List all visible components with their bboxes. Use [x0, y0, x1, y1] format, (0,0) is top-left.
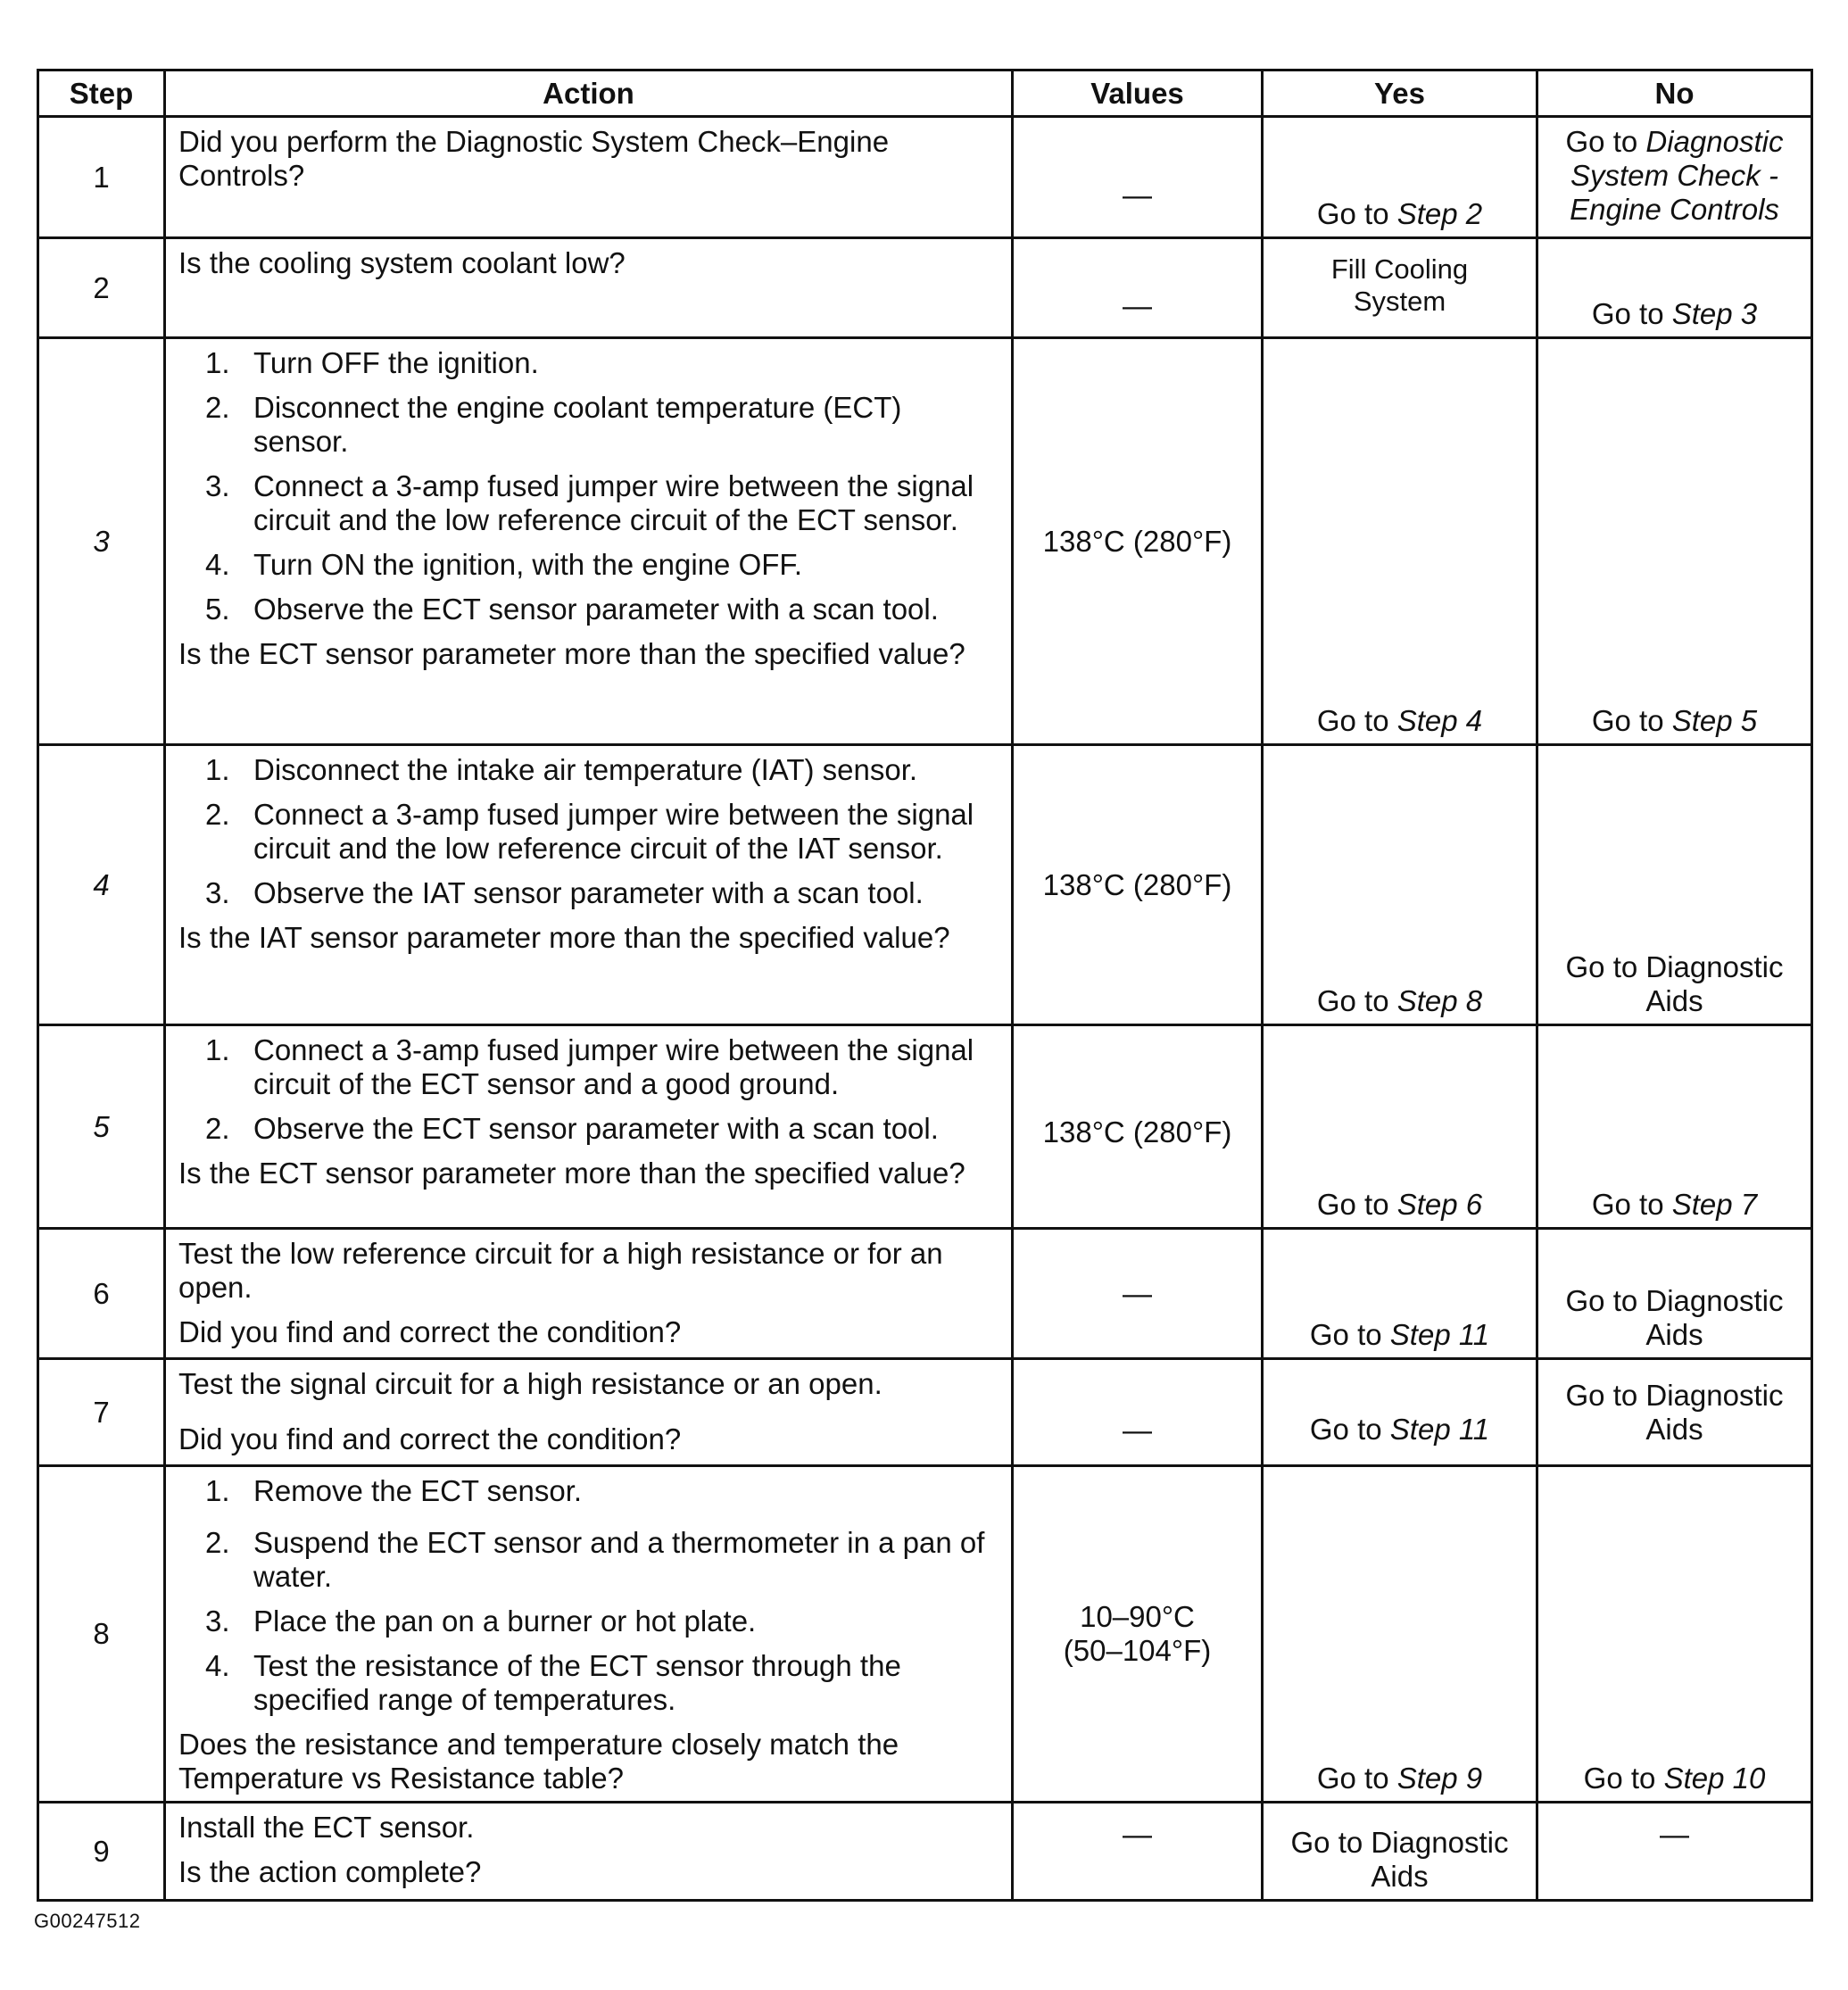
no-cell: Go to Step 10 [1537, 1466, 1812, 1803]
action-question: Is the ECT sensor parameter more than the specified value? [178, 1157, 965, 1190]
yes-step-link: Step 6 [1396, 1188, 1483, 1221]
step-number: 1 [38, 117, 165, 238]
yes-cell: Go to Step 2 [1263, 117, 1537, 238]
step-number: 2 [38, 238, 165, 338]
no-step-link: Step 5 [1671, 704, 1758, 737]
action-cell [165, 338, 1013, 745]
table-row [38, 1466, 1812, 1803]
value-cell: 138°C (280°F) [1013, 338, 1263, 745]
list-item: 3. Connect a 3-amp fused jumper wire between the signal circuit and the low reference circuit of the ECT sensor. [205, 469, 974, 536]
list-item: 3. Place the pan on a burner or hot plate. [205, 1604, 757, 1638]
step-number: 5 [38, 1025, 165, 1229]
list-item: 1. Disconnect the intake air temperature (IAT) sensor. [205, 753, 918, 786]
table-row [38, 117, 1812, 238]
action-cell [165, 1466, 1013, 1803]
action-text: Did you perform the Diagnostic System Check–Engine Controls? [178, 125, 890, 192]
header-values: Values [1013, 70, 1263, 117]
value-cell: — [1013, 238, 1263, 338]
yes-cell: Go to Step 11 [1263, 1229, 1537, 1359]
list-item: 2. Connect a 3-amp fused jumper wire between the signal circuit and the low reference circuit of the IAT sensor. [205, 798, 974, 865]
list-item: 2. Disconnect the engine coolant temperature (ECT) sensor. [205, 391, 902, 458]
yes-cell: Go to Diagnostic Aids [1263, 1803, 1537, 1901]
action-cell [165, 117, 1013, 238]
step-number: 4 [38, 745, 165, 1025]
action-question: Did you find and correct the condition? [178, 1422, 682, 1455]
list-item: 1. Connect a 3-amp fused jumper wire between the signal circuit of the ECT sensor and a good ground. [205, 1033, 974, 1100]
step-number: 9 [38, 1803, 165, 1901]
value-celsius: 10–90°C [1080, 1600, 1195, 1633]
no-cell: Go to Diagnostic Aids [1537, 745, 1812, 1025]
figure-id: G00247512 [34, 1910, 141, 1932]
list-item: 1. Turn OFF the ignition. [205, 346, 539, 379]
action-steps [178, 346, 999, 626]
step-number: 3 [38, 338, 165, 745]
action-text: Test the low reference circuit for a high resistance or for an open. [178, 1237, 943, 1304]
step-number: 8 [38, 1466, 165, 1803]
no-step-link: Step 3 [1671, 297, 1758, 330]
action-steps [178, 1033, 999, 1146]
action-question: Is the ECT sensor parameter more than the specified value? [178, 637, 965, 670]
no-cell: Go to Step 5 [1537, 338, 1812, 745]
value-cell: — [1013, 1359, 1263, 1466]
value-cell: — [1013, 117, 1263, 238]
no-cell: Go to Step 7 [1537, 1025, 1812, 1229]
table-row [38, 1229, 1812, 1359]
yes-step-link: Step 4 [1396, 704, 1483, 737]
list-item: 2. Suspend the ECT sensor and a thermometer in a pan of water. [205, 1526, 985, 1593]
no-cell: Go to Step 3 [1537, 238, 1812, 338]
table-row [38, 1025, 1812, 1229]
no-cell: Go to Diagnostic System Check - Engine Controls [1537, 117, 1812, 238]
header-action: Action [165, 70, 1013, 117]
action-cell [165, 1229, 1013, 1359]
list-item: 5. Observe the ECT sensor parameter with a scan tool. [205, 593, 939, 626]
no-cell: Go to Diagnostic Aids [1537, 1359, 1812, 1466]
action-cell [165, 745, 1013, 1025]
action-question: Did you find and correct the condition? [178, 1315, 682, 1348]
action-text: Test the signal circuit for a high resistance or an open. [178, 1367, 883, 1400]
list-item: 4. Turn ON the ignition, with the engine OFF. [205, 548, 803, 581]
action-cell [165, 1359, 1013, 1466]
action-steps [178, 1474, 999, 1717]
yes-cell: Go to Step 9 [1263, 1466, 1537, 1803]
value-cell: 138°C (280°F) [1013, 1025, 1263, 1229]
no-cell: — [1537, 1803, 1812, 1901]
action-cell [165, 1025, 1013, 1229]
value-fahrenheit: (50–104°F) [1063, 1634, 1212, 1667]
action-steps [178, 753, 999, 910]
yes-step-link: Step 2 [1396, 197, 1483, 230]
header-step: Step [38, 70, 165, 117]
table-row [38, 338, 1812, 745]
action-question: Does the resistance and temperature closely match the Temperature vs Resistance table? [178, 1728, 899, 1795]
table-row [38, 238, 1812, 338]
yes-step-link: Step 9 [1396, 1762, 1483, 1795]
list-item: 1. Remove the ECT sensor. [205, 1474, 583, 1507]
action-text: Install the ECT sensor. [178, 1811, 475, 1844]
action-text: Is the cooling system coolant low? [178, 246, 626, 279]
header-row [38, 70, 1812, 117]
yes-cell: Go to Step 11 [1263, 1359, 1537, 1466]
yes-step-link: Step 11 [1389, 1413, 1490, 1446]
yes-cell: Go to Step 8 [1263, 745, 1537, 1025]
yes-step-link: Step 11 [1389, 1318, 1490, 1351]
value-cell: — [1013, 1229, 1263, 1359]
step-number: 7 [38, 1359, 165, 1466]
step-number: 6 [38, 1229, 165, 1359]
list-item: 3. Observe the IAT sensor parameter with a scan tool. [205, 876, 924, 909]
yes-cell: Go to Step 6 [1263, 1025, 1537, 1229]
table-row [38, 745, 1812, 1025]
no-cell: Go to Diagnostic Aids [1537, 1229, 1812, 1359]
list-item: 2. Observe the ECT sensor parameter with a scan tool. [205, 1112, 939, 1145]
action-question: Is the action complete? [178, 1855, 482, 1888]
value-cell: 138°C (280°F) [1013, 745, 1263, 1025]
diagnostic-table [37, 69, 1813, 1902]
yes-cell: Fill Cooling System [1263, 238, 1537, 338]
list-item: 4. Test the resistance of the ECT sensor through the specified range of temperatures. [205, 1649, 901, 1716]
no-step-link: Diagnostic System Check - Engine Controls [1570, 125, 1784, 226]
yes-cell: Go to Step 4 [1263, 338, 1537, 745]
no-step-link: Step 10 [1663, 1762, 1766, 1795]
value-cell: — [1013, 1803, 1263, 1901]
table-row [38, 1359, 1812, 1466]
no-step-link: Step 7 [1671, 1188, 1758, 1221]
action-question: Is the IAT sensor parameter more than the specified value? [178, 921, 950, 954]
header-no: No [1537, 70, 1812, 117]
header-yes: Yes [1263, 70, 1537, 117]
action-cell [165, 238, 1013, 338]
yes-step-link: Step 8 [1396, 984, 1483, 1017]
value-cell [1013, 1466, 1263, 1803]
action-cell [165, 1803, 1013, 1901]
table-row [38, 1803, 1812, 1901]
